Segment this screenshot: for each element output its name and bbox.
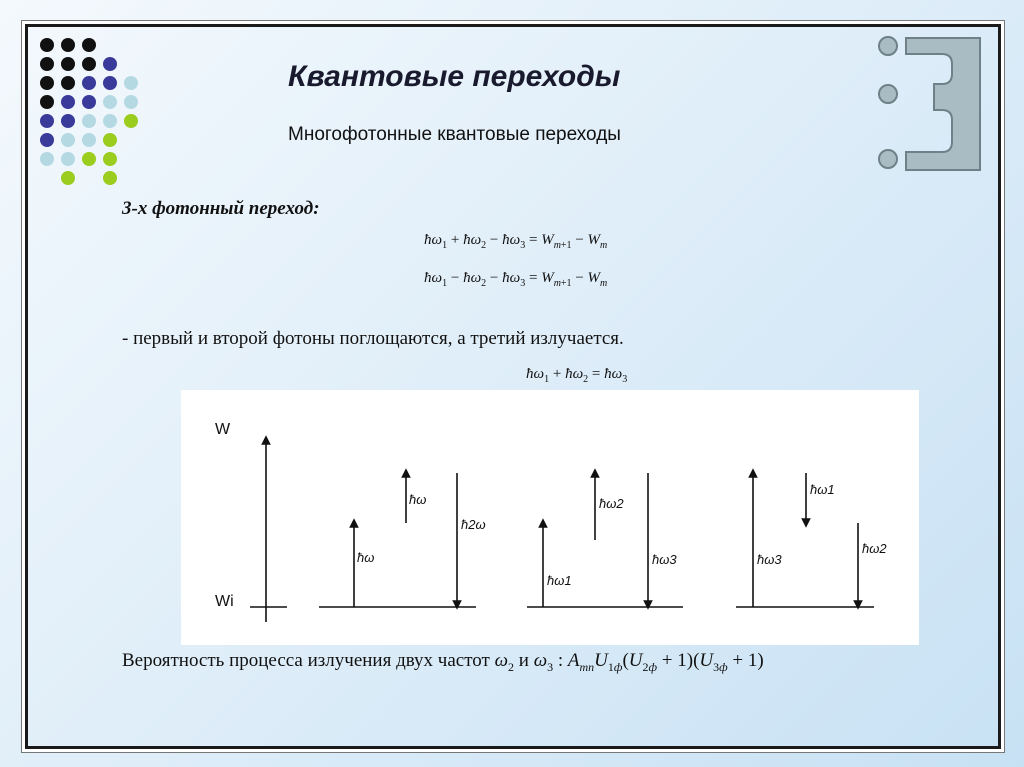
deco-dot [40,152,54,166]
section-heading: 3-х фотонный переход: [122,198,320,219]
photon-label: ħω3 [652,552,677,567]
deco-dot [103,57,117,71]
deco-dot [103,76,117,90]
deco-dot [82,57,96,71]
deco-dot [124,114,138,128]
deco-dot [82,152,96,166]
deco-dot [61,133,75,147]
deco-dot [82,133,96,147]
photon-label: ħω3 [757,552,782,567]
deco-dot [40,95,54,109]
decorative-dot-grid [38,36,138,186]
deco-dot [40,76,54,90]
deco-dot [82,114,96,128]
deco-dot [40,114,54,128]
probability-line: Вероятность процесса излучения двух частот $\omega_2$ и $\omega_3$ : $A_{mn}U_{1ф}(U_{2ф} + 1)(U_{3ф} + 1)$ [122,650,764,674]
deco-dot [124,95,138,109]
probability-colon: : [557,650,564,671]
axis-label-wi: Wi [215,593,234,610]
deco-dot [61,57,75,71]
equation-1: $ħ\omega_1$ + $ħ\omega_2$ − $ħ\omega_3 = W_{m+1} - W_m$ [424,232,608,251]
photon-label: ħ2ω [461,517,486,532]
deco-dot [82,95,96,109]
deco-dot [61,114,75,128]
deco-dot [82,76,96,90]
decorative-bracket-icon [872,34,987,174]
axis-label-w: W [215,421,231,438]
description-text: - первый и второй фотоны поглощаются, а третий излучается. [122,328,624,349]
equation-2: $ħ\omega_1$ − $ħ\omega_2$ − $ħ\omega_3 = W_{m+1} - W_m$ [424,270,608,289]
slide-title: Квантовые переходы [288,60,621,93]
deco-dot [124,76,138,90]
photon-label: ħω1 [547,573,572,588]
energy-level-diagram [181,390,919,645]
photon-label: ħω [357,550,375,565]
deco-dot [103,171,117,185]
deco-dot [61,76,75,90]
deco-dot [61,38,75,52]
photon-label: ħω2 [599,496,624,511]
probability-and: и [518,650,529,671]
deco-dot [40,38,54,52]
photon-label: ħω2 [862,541,887,556]
deco-dot [40,57,54,71]
deco-dot [61,95,75,109]
deco-dot [103,95,117,109]
deco-dot [103,152,117,166]
deco-dot [40,133,54,147]
slide-subtitle: Многофотонные квантовые переходы [288,124,621,145]
deco-dot [82,38,96,52]
deco-dot [103,114,117,128]
deco-dot [61,152,75,166]
equation-3: $ħ\omega_1$ + $ħ\omega_2$ = $ħ\omega_3$ [526,366,628,385]
deco-dot [103,133,117,147]
photon-label: ħω1 [810,482,835,497]
photon-label: ħω [409,492,427,507]
deco-dot [61,171,75,185]
probability-text: Вероятность процесса излучения двух частот [122,650,490,671]
